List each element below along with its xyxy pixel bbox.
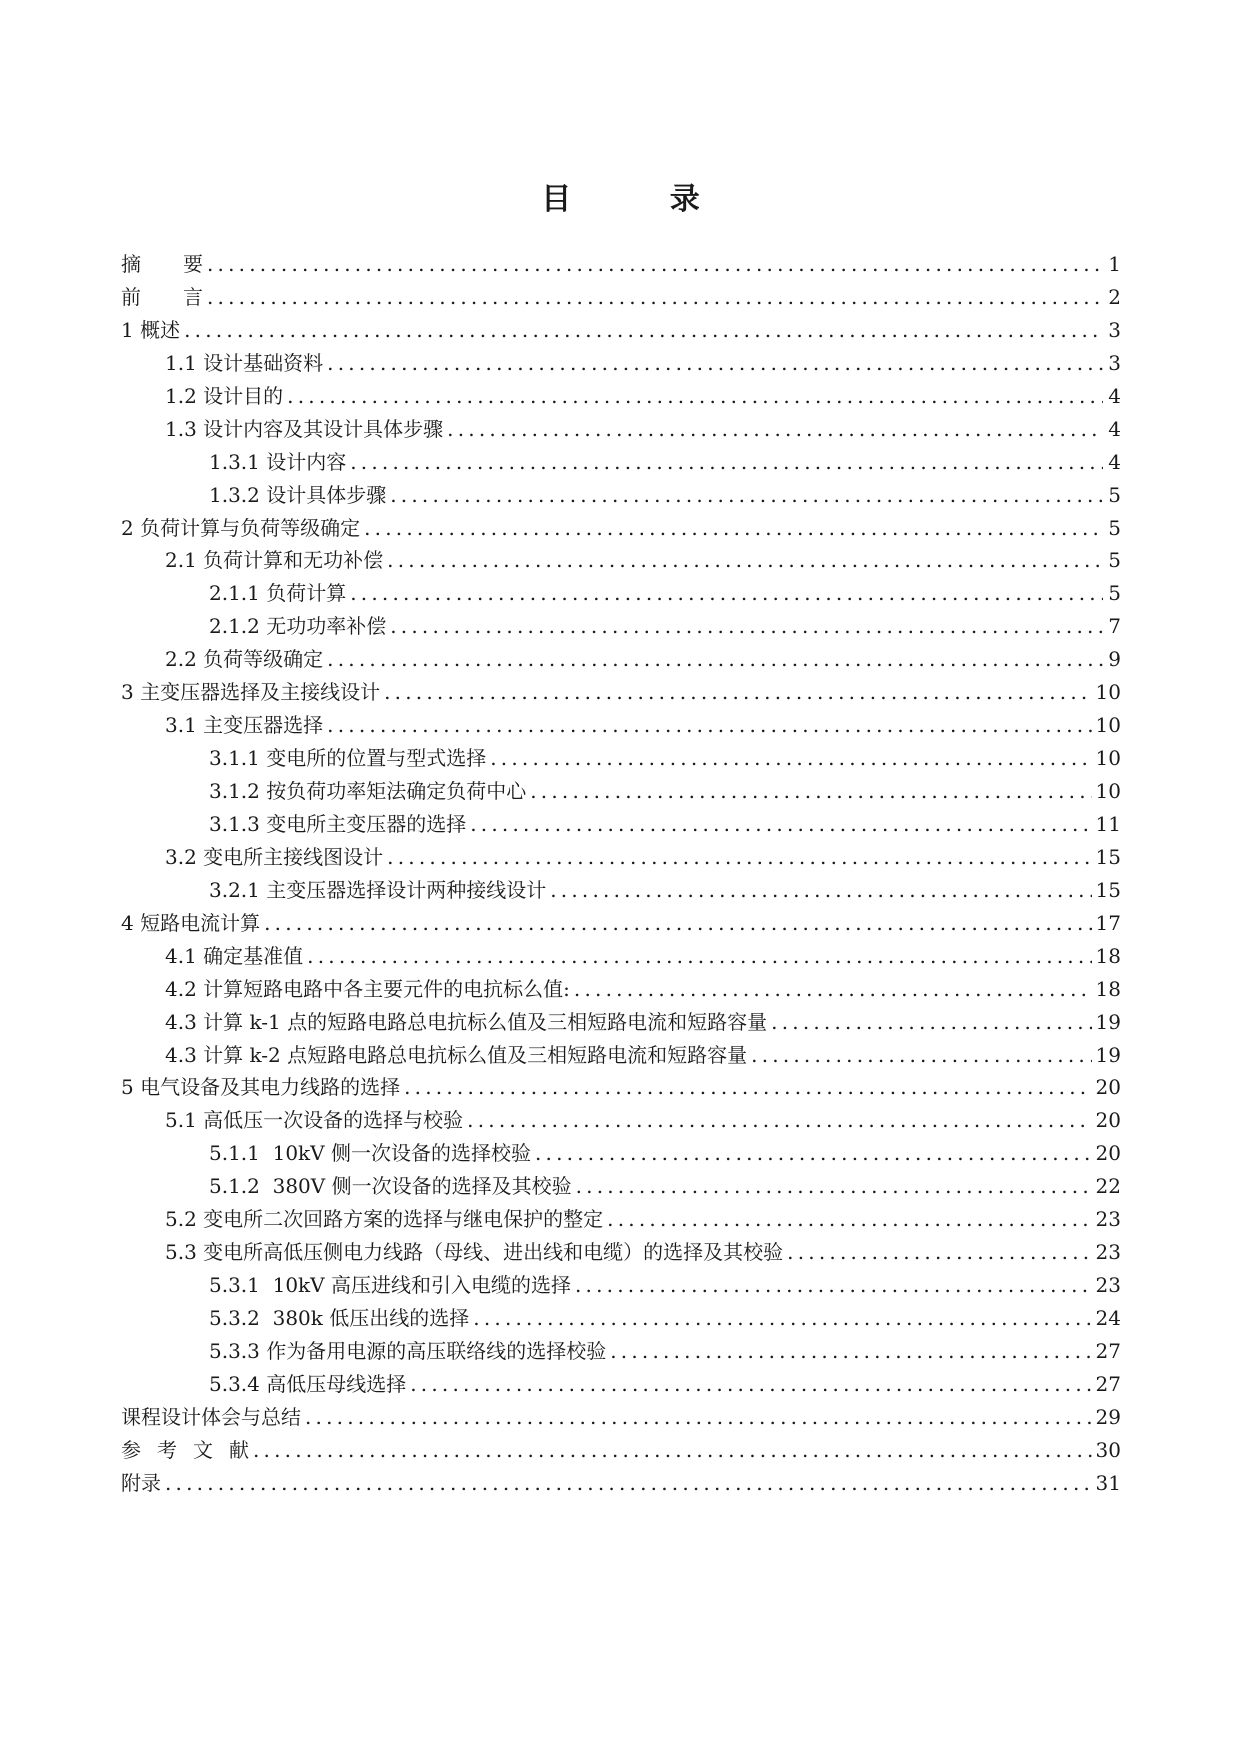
toc-entry-page-number: 10 [1095,680,1121,705]
toc-entry-label: 1.3 设计内容及其设计具体步骤 [165,416,444,441]
page-title [0,180,1241,220]
page-title-text: 目 录 [541,182,744,218]
toc-entry-page-number: 1 [1108,252,1121,276]
toc-entry[interactable] [121,577,1121,610]
toc-dot-leader [390,479,1103,512]
toc-dot-leader [253,1434,1092,1467]
table-of-contents [121,248,1121,1500]
toc-entry[interactable] [121,676,1121,709]
toc-entry-label: 课程设计体会与总结 [121,1404,301,1429]
toc-entry-label: 3.2.1 主变压器选择设计两种接线设计 [209,877,547,902]
toc-entry-label: 2.1 负荷计算和无功补偿 [165,548,384,573]
toc-entry-page-number: 19 [1095,1009,1121,1034]
toc-entry[interactable] [121,1170,1121,1203]
toc-entry-page-number: 23 [1095,1273,1121,1298]
toc-entry-label: 2.1.1 负荷计算 [209,581,347,606]
toc-dot-leader [327,709,1091,742]
toc-entry-label: 3.2 变电所主接线图设计 [165,844,384,869]
toc-entry-page-number: 9 [1108,647,1121,672]
toc-dot-leader [530,775,1091,808]
toc-entry-label: 参考文献 [121,1437,249,1462]
toc-dot-leader [574,973,1092,1006]
toc-entry[interactable] [121,907,1121,940]
toc-entry-label: 5.2 变电所二次回路方案的选择与继电保护的整定 [165,1207,604,1232]
toc-entry-page-number: 24 [1095,1306,1121,1330]
toc-entry[interactable] [121,1434,1121,1467]
toc-dot-leader [207,281,1103,314]
toc-entry-page-number: 5 [1108,482,1121,507]
toc-dot-leader [387,544,1103,577]
toc-dot-leader [535,1137,1092,1170]
toc-entry[interactable] [121,1039,1121,1072]
toc-entry[interactable] [121,1104,1121,1137]
toc-entry-label: 3.1.1 变电所的位置与型式选择 [209,746,487,771]
toc-entry[interactable] [121,347,1121,380]
toc-entry[interactable] [121,314,1121,347]
toc-entry[interactable] [121,512,1121,545]
toc-dot-leader [287,380,1103,413]
toc-entry[interactable] [121,1006,1121,1039]
toc-entry-page-number: 5 [1108,581,1121,606]
toc-entry-label: 4.3 计算 k-1 点的短路电路总电抗标么值及三相短路电流和短路容量 [165,1009,768,1034]
toc-dot-leader [165,1467,1092,1500]
toc-entry[interactable] [121,808,1121,841]
toc-entry-page-number: 23 [1095,1240,1121,1265]
toc-entry-label: 3.1.2 按负荷功率矩法确定负荷中心 [209,779,527,803]
toc-entry-label: 1 概述 [121,317,181,342]
toc-entry[interactable] [121,544,1121,577]
toc-dot-leader [410,1368,1091,1401]
toc-entry-label: 5.3.3 作为备用电源的高压联络线的选择校验 [209,1338,607,1363]
toc-entry[interactable] [121,610,1121,643]
toc-entry-page-number: 4 [1108,416,1121,441]
toc-entry-page-number: 11 [1095,811,1121,836]
toc-entry-label: 5.3 变电所高低压侧电力线路（母线、进出线和电缆）的选择及其校验 [165,1240,784,1265]
toc-entry-page-number: 15 [1095,877,1121,902]
toc-entry-label: 5.1.2 380V 侧一次设备的选择及其校验 [209,1174,572,1199]
toc-entry-page-number: 4 [1108,383,1121,408]
toc-entry[interactable] [121,1335,1121,1368]
toc-entry-label: 3.1.3 变电所主变压器的选择 [209,811,467,836]
toc-entry[interactable] [121,479,1121,512]
toc-entry-label: 1.3.1 设计内容 [209,449,347,474]
toc-entry-label: 2 负荷计算与负荷等级确定 [121,515,361,540]
toc-entry-page-number: 15 [1095,844,1121,869]
toc-entry-label: 2.1.2 无功功率补偿 [209,614,387,639]
toc-dot-leader [607,1203,1091,1236]
toc-dot-leader [364,512,1103,545]
toc-dot-leader [610,1335,1091,1368]
toc-entry-label: 4.2 计算短路电路中各主要元件的电抗标么值: [165,976,570,1001]
toc-entry-page-number: 10 [1095,779,1121,803]
toc-dot-leader [207,248,1103,281]
toc-dot-leader [787,1236,1091,1269]
toc-entry[interactable] [121,1203,1121,1236]
toc-dot-leader [751,1039,1091,1072]
toc-entry[interactable] [121,973,1121,1006]
toc-dot-leader [490,742,1091,775]
toc-entry-label: 3 主变压器选择及主接线设计 [121,680,381,705]
toc-entry-label: 5.3.4 高低压母线选择 [209,1371,407,1396]
toc-dot-leader [447,413,1103,446]
toc-dot-leader [473,1302,1091,1335]
toc-entry-page-number: 19 [1095,1042,1121,1067]
toc-entry-page-number: 20 [1095,1108,1121,1133]
toc-entry-label: 摘要 [121,252,203,276]
toc-dot-leader [404,1071,1091,1104]
toc-entry[interactable] [121,775,1121,808]
toc-dot-leader [307,940,1091,973]
toc-entry-page-number: 30 [1095,1437,1121,1462]
toc-dot-leader [550,874,1091,907]
toc-entry[interactable] [121,1368,1121,1401]
toc-entry-label: 1.1 设计基础资料 [165,350,324,375]
toc-dot-leader [576,1170,1092,1203]
toc-entry-page-number: 31 [1095,1470,1121,1495]
toc-entry[interactable] [121,742,1121,775]
toc-entry-label: 2.2 负荷等级确定 [165,647,324,672]
toc-dot-leader [264,907,1091,940]
toc-entry-page-number: 27 [1095,1338,1121,1363]
toc-entry-page-number: 2 [1108,284,1121,309]
toc-entry-page-number: 22 [1095,1174,1121,1199]
toc-entry-label: 1.2 设计目的 [165,383,284,408]
toc-entry-page-number: 18 [1095,943,1121,968]
toc-entry[interactable] [121,1071,1121,1104]
toc-entry-page-number: 4 [1108,449,1121,474]
toc-dot-leader [390,610,1103,643]
toc-entry-page-number: 17 [1095,910,1121,935]
toc-entry-page-number: 10 [1095,746,1121,771]
toc-dot-leader [771,1006,1091,1039]
toc-entry-label: 前言 [121,284,203,309]
toc-entry[interactable] [121,709,1121,742]
toc-entry-page-number: 3 [1108,350,1121,375]
toc-entry-label: 附录 [121,1470,161,1495]
toc-entry[interactable] [121,281,1121,314]
toc-entry-label: 5.3.1 10kV 高压进线和引入电缆的选择 [209,1273,571,1298]
toc-entry-page-number: 23 [1095,1207,1121,1232]
toc-dot-leader [467,1104,1091,1137]
toc-dot-leader [470,808,1091,841]
toc-entry-label: 5.3.2 380k 低压出线的选择 [209,1306,470,1330]
toc-entry[interactable] [121,1401,1121,1434]
toc-entry-page-number: 5 [1108,548,1121,573]
toc-entry-label: 3.1 主变压器选择 [165,713,324,738]
toc-entry-label: 4.1 确定基准值 [165,943,304,968]
toc-entry[interactable] [121,1467,1121,1500]
toc-entry-label: 5 电气设备及其电力线路的选择 [121,1075,401,1100]
toc-dot-leader [305,1401,1092,1434]
toc-entry-label: 4 短路电流计算 [121,910,261,935]
toc-entry[interactable] [121,413,1121,446]
toc-entry-label: 4.3 计算 k-2 点短路电路总电抗标么值及三相短路电流和短路容量 [165,1042,748,1067]
toc-entry[interactable] [121,874,1121,907]
toc-dot-leader [327,643,1103,676]
toc-entry[interactable] [121,643,1121,676]
toc-dot-leader [350,446,1103,479]
toc-entry-label: 1.3.2 设计具体步骤 [209,482,387,507]
toc-dot-leader [350,577,1103,610]
toc-entry[interactable] [121,248,1121,281]
toc-entry[interactable] [121,841,1121,874]
toc-dot-leader [327,347,1103,380]
toc-entry[interactable] [121,1302,1121,1335]
toc-entry[interactable] [121,1236,1121,1269]
toc-dot-leader [184,314,1103,347]
toc-entry-label: 5.1.1 10kV 侧一次设备的选择校验 [209,1141,531,1166]
toc-entry[interactable] [121,380,1121,413]
toc-entry-page-number: 18 [1095,976,1121,1001]
toc-dot-leader [575,1269,1092,1302]
toc-entry-page-number: 29 [1095,1404,1121,1429]
toc-entry[interactable] [121,446,1121,479]
toc-entry-page-number: 3 [1108,317,1121,342]
toc-entry-page-number: 10 [1095,713,1121,738]
toc-entry-page-number: 7 [1108,614,1121,639]
toc-entry[interactable] [121,940,1121,973]
toc-entry-page-number: 20 [1095,1075,1121,1100]
toc-entry-page-number: 20 [1095,1141,1121,1166]
toc-entry-page-number: 5 [1108,515,1121,540]
toc-entry[interactable] [121,1269,1121,1302]
toc-dot-leader [384,676,1091,709]
toc-entry-label: 5.1 高低压一次设备的选择与校验 [165,1108,464,1133]
toc-entry[interactable] [121,1137,1121,1170]
toc-entry-page-number: 27 [1095,1371,1121,1396]
toc-dot-leader [387,841,1091,874]
